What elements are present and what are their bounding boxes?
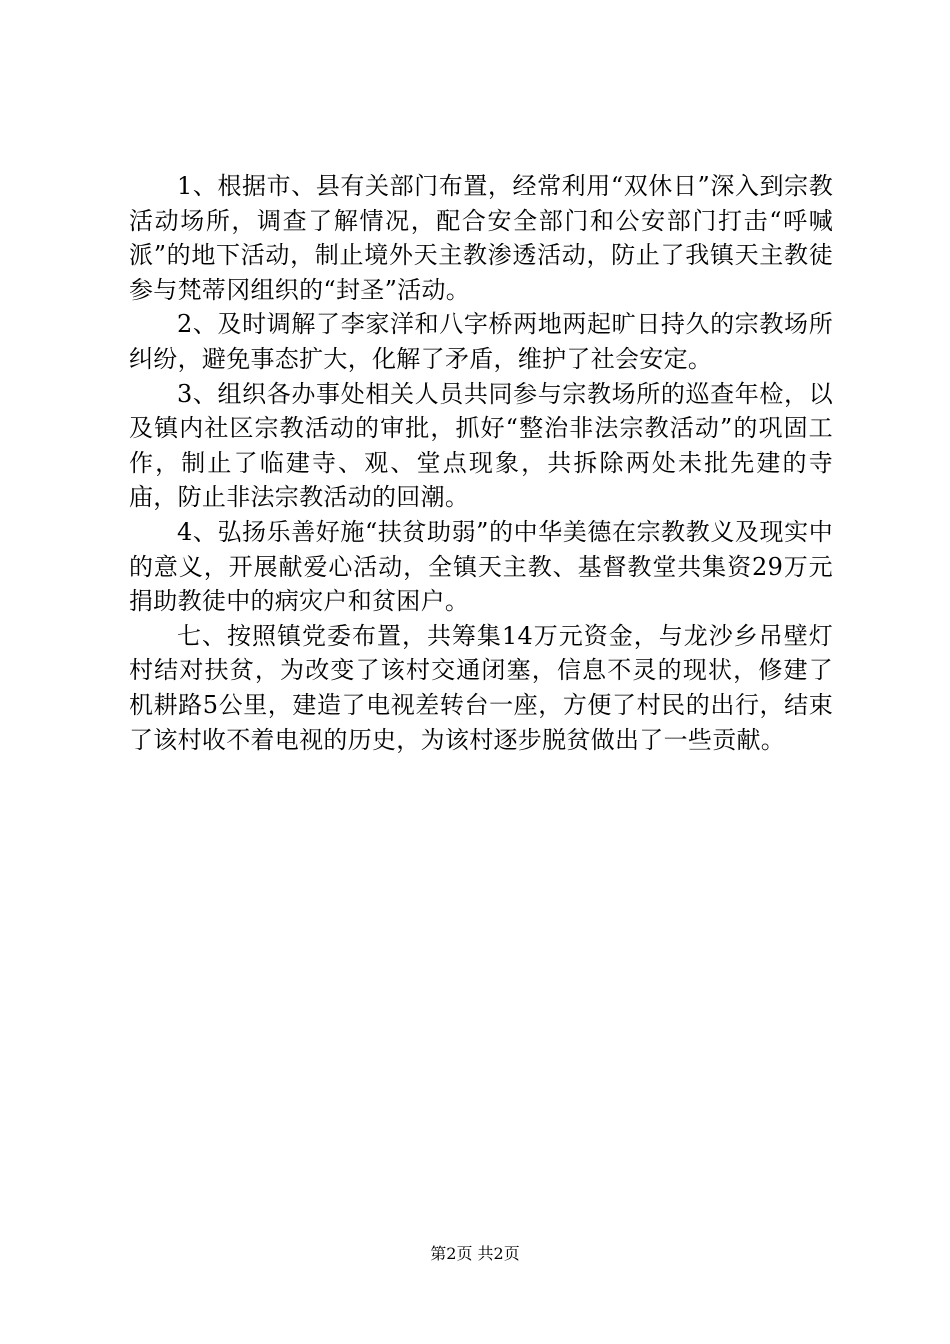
page-number: 第2页 共2页 xyxy=(430,1244,520,1263)
paragraph-charity-activity: 4、弘扬乐善好施“扶贫助弱”的中华美德在宗教教义及现实中的意义，开展献爱心活动，全镇天主教、基督教堂共集资29万元捐助教徒中的病灾户和贫困户。 xyxy=(129,517,833,616)
paragraph-dispute-mediation: 2、及时调解了李家洋和八字桥两地两起旷日持久的宗教场所纠纷，避免事态扩大，化解了矛盾，维护了社会安定。 xyxy=(129,310,833,373)
paragraph-annual-inspection: 3、组织各办事处相关人员共同参与宗教场所的巡查年检，以及镇内社区宗教活动的审批，抓好“整治非法宗教活动”的巩固工作，制止了临建寺、观、堂点现象，共拆除两处未批先建的寺庙，防止非法宗教活动的回潮。 xyxy=(129,379,833,512)
page-footer xyxy=(0,1243,950,1265)
paragraph-poverty-alleviation: 七、按照镇党委布置，共筹集14万元资金，与龙沙乡吊壁灯村结对扶贫，为改变了该村交通闭塞，信息不灵的现状，修建了机耕路5公里，建造了电视差转台一座，方便了村民的出行，结束了该村收不着电视的历史，为该村逐步脱贫做出了一些贡献。 xyxy=(129,621,833,754)
paragraph-religious-activity-inspection: 1、根据市、县有关部门布置，经常利用“双休日”深入到宗教活动场所，调查了解情况，配合安全部门和公安部门打击“呼喊派”的地下活动，制止境外天主教渗透活动，防止了我镇天主教徒参与梵蒂冈组织的“封圣”活动。 xyxy=(129,172,833,304)
document-body xyxy=(129,169,833,757)
